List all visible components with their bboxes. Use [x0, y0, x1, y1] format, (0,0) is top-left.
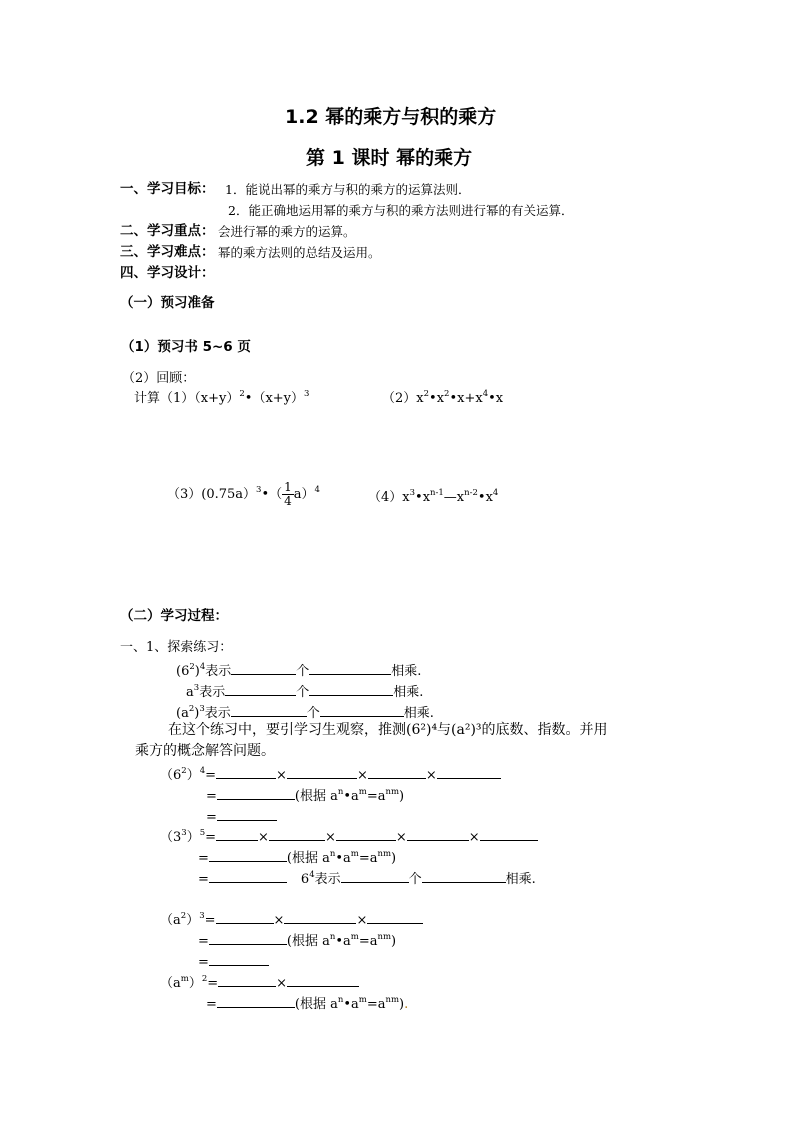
- blank[interactable]: [225, 683, 296, 696]
- blank[interactable]: [218, 974, 276, 987]
- blank[interactable]: [217, 808, 277, 821]
- q3-line-1: $(a^2)^3=$ × ×: [160, 911, 423, 927]
- blank[interactable]: [480, 828, 538, 841]
- blank[interactable]: [216, 911, 274, 924]
- q1-line-1: $(6^2)^4=$ × × ×: [160, 766, 501, 782]
- blank[interactable]: [231, 662, 296, 675]
- calc-row-1-left: [134, 389, 310, 406]
- preview-item-1: （1）预习书 5~6 页: [121, 339, 251, 355]
- process-heading: （二）学习过程：: [120, 608, 228, 624]
- expr-2: $(2)x^2•x^2•x+x^4•x$: [382, 389, 504, 406]
- q1-line-3: =: [206, 808, 277, 824]
- blank[interactable]: [209, 953, 269, 966]
- q4-line-2: = (根据 $a^n•a^m=a^{nm}$).: [206, 995, 409, 1012]
- explore-row-1: $(6^2)^4$表示 个 相乘.: [176, 662, 422, 679]
- explore-label: 一、1、探索练习：: [120, 640, 233, 655]
- page-title: 1.2 幂的乘方与积的乘方: [285, 106, 497, 128]
- expr-1: $(1)(x+y)^2•(x+y)^3$: [160, 389, 310, 406]
- instruction-paragraph-line-2: 乘方的概念解答问题。: [135, 743, 275, 759]
- blank[interactable]: [287, 766, 357, 779]
- blank[interactable]: [309, 662, 391, 675]
- objectives-label: 一、学习目标：: [120, 181, 215, 197]
- blank[interactable]: [320, 704, 404, 717]
- blank[interactable]: [216, 766, 276, 779]
- difficulties-text: 幂的乘方法则的总结及运用。: [218, 245, 381, 260]
- q4-line-1: $(a^m)^2=$ ×: [160, 974, 359, 990]
- preview-heading: （一）预习准备: [120, 295, 215, 311]
- rule-basis: (根据 $a^n•a^m=a^{nm}$): [286, 932, 397, 949]
- difficulties-label: 三、学习难点：: [120, 244, 215, 260]
- expr-3: （3）(0.75a）$^3$•（ $\frac{1}{4}$ a）$^4$: [167, 480, 320, 509]
- blank[interactable]: [341, 870, 409, 883]
- rule-basis: (根据 $a^n•a^m=a^{nm}$): [294, 787, 405, 804]
- blank[interactable]: [367, 911, 423, 924]
- explore-row-3: $(a^2)^3$表示 个 相乘.: [176, 704, 434, 721]
- blank[interactable]: [336, 828, 396, 841]
- blank[interactable]: [231, 704, 307, 717]
- q3-line-3: =: [198, 953, 269, 969]
- instruction-paragraph-line-1: 在这个练习中，要引学习生观察，推测(6²)⁴与(a²)³的底数、指数。并用: [168, 722, 608, 738]
- design-label: 四、学习设计：: [120, 265, 215, 281]
- key-points-text: 会进行幂的乘方的运算。: [218, 224, 356, 239]
- blank[interactable]: [217, 995, 295, 1008]
- q2-line-1: $(3^3)^5=$ × × × ×: [160, 828, 538, 844]
- blank[interactable]: [217, 787, 295, 800]
- blank[interactable]: [269, 828, 325, 841]
- blank[interactable]: [284, 911, 356, 924]
- q2-line-2: = (根据 $a^n•a^m=a^{nm}$): [198, 849, 397, 866]
- blank[interactable]: [309, 683, 393, 696]
- expr-4: $(4)x^3•x^{n-1}—x^{n-2}•x^4$: [368, 488, 499, 505]
- explore-row-2: $a^3$表示 个 相乘.: [186, 683, 424, 700]
- objective-item-2: 2．能正确地运用幂的乘方与积的乘方法则进行幂的有关运算．: [228, 203, 574, 218]
- blank[interactable]: [368, 766, 426, 779]
- objective-item-1: 1．能说出幂的乘方与积的乘方的运算法则．: [225, 182, 471, 197]
- blank[interactable]: [209, 932, 287, 945]
- blank[interactable]: [216, 828, 258, 841]
- rule-basis: (根据 $a^n•a^m=a^{nm}$): [286, 849, 397, 866]
- calc-label: 计算: [134, 391, 161, 406]
- blank[interactable]: [287, 974, 359, 987]
- q2-line-3: = $6^4$表示 个 相乘.: [198, 870, 536, 887]
- q1-line-2: = (根据 $a^n•a^m=a^{nm}$): [206, 787, 405, 804]
- blank[interactable]: [209, 870, 287, 883]
- rule-basis: (根据 $a^n•a^m=a^{nm}$): [294, 995, 405, 1012]
- blank[interactable]: [437, 766, 501, 779]
- preview-item-2: （2）回顾：: [122, 371, 196, 386]
- q3-line-2: = (根据 $a^n•a^m=a^{nm}$): [198, 932, 397, 949]
- blank[interactable]: [422, 870, 506, 883]
- blank[interactable]: [407, 828, 469, 841]
- blank[interactable]: [209, 849, 287, 862]
- key-points-label: 二、学习重点：: [120, 223, 215, 239]
- fraction-one-quarter: $\frac{1}{4}$: [284, 480, 292, 509]
- lesson-subtitle: 第 1 课时 幂的乘方: [306, 147, 473, 169]
